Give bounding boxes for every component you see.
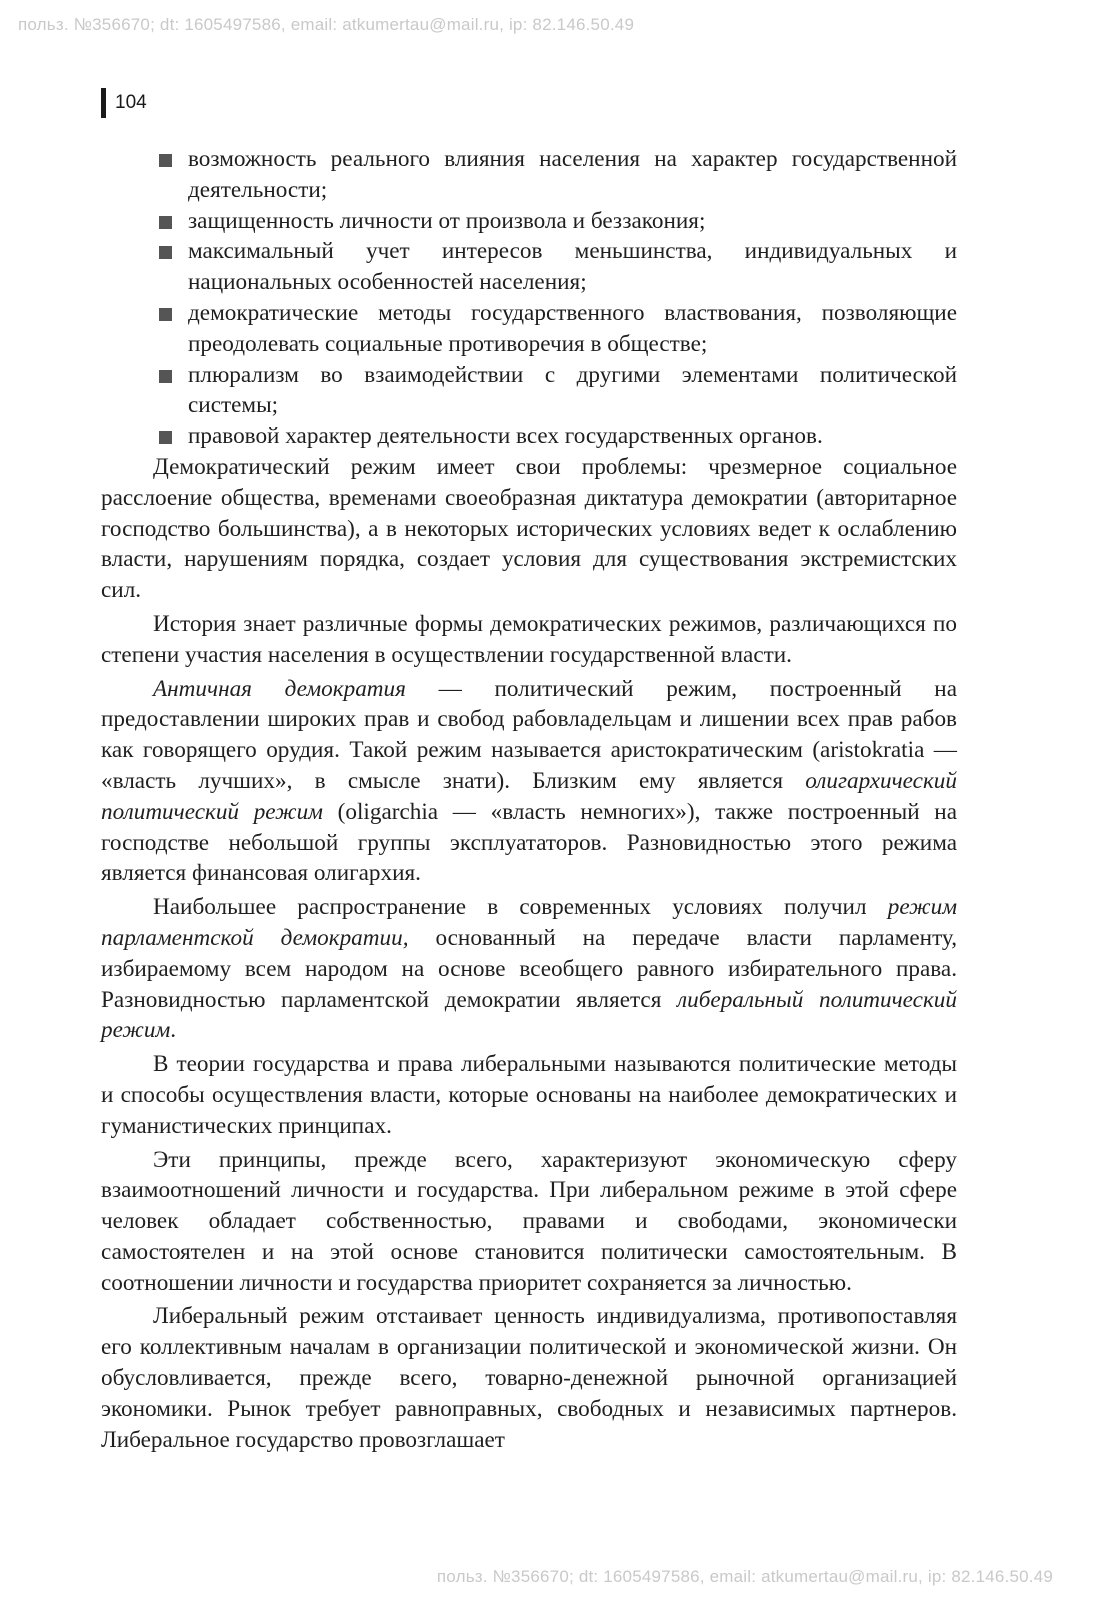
page-body bbox=[101, 144, 957, 1455]
page-number: 104 bbox=[115, 92, 147, 113]
paragraph-parliamentary-democracy bbox=[101, 892, 957, 1046]
paragraph-liberal-theory: В теории государства и права либеральными называются политические методы и способы осуществления власти, которые основаны на наиболее демократических и гуманистических принципах. bbox=[101, 1051, 957, 1139]
square-bullet-icon bbox=[159, 370, 172, 383]
list-item-text: возможность реального влияния населения на характер государственной деятельности; bbox=[188, 146, 957, 203]
square-bullet-icon bbox=[159, 246, 172, 259]
list-item bbox=[101, 144, 957, 206]
paragraph-text: основанный на передаче власти парламенту, избираемому всем народом на основе всеобщего равного избирательного права. Разновидностью парламентской демократии является bbox=[101, 924, 957, 1013]
square-bullet-icon bbox=[159, 431, 172, 444]
term-oligarchic-regime: олигархический политический режим bbox=[101, 767, 957, 825]
paragraph-liberal-principles: Эти принципы, прежде всего, характеризуют экономическую сферу взаимоотношений личности и государства. При либеральном режиме в этой сфере человек обладает собственностью, правами и свободами, экономически самостоятелен и на этой основе становится политически самостоятельным. В соотношении личности и государства приоритет сохраняется за личностью. bbox=[101, 1146, 957, 1296]
paragraph-democracy-problems: Демократический режим имеет свои проблемы: чрезмерное социальное расслоение общества, временами своеобразная диктатура демократии (авторитарное господство большинства), а в некоторых исторических условиях ведет к ослаблению власти, нарушениям порядка, создает условия для существования экстремистских сил. bbox=[101, 453, 957, 604]
list-item-text: демократические методы государственного властвования, позволяющие преодолевать социальные противоречия в обществе; bbox=[188, 299, 957, 357]
watermark-top: польз. №356670; dt: 1605497586, email: atkumertau@mail.ru, ip: 82.146.50.49 bbox=[18, 15, 635, 34]
term-ancient-democracy: Античная демократия bbox=[153, 675, 406, 702]
list-item bbox=[101, 421, 957, 452]
list-item bbox=[101, 298, 957, 360]
bullet-list bbox=[101, 144, 957, 452]
paragraph-text: — политический режим, построенный на предоставлении широких прав и свобод рабовладельцам и лишении всех прав рабов как говорящего орудия. Такой режим называется аристократическим (aristokratia — «власть лучших», в смысле знати). Близким ему является bbox=[101, 675, 957, 794]
square-bullet-icon bbox=[159, 216, 172, 229]
term-liberal-regime: либеральный политический режим bbox=[101, 986, 957, 1044]
square-bullet-icon bbox=[159, 154, 172, 167]
paragraph-liberal-individualism: Либеральный режим отстаивает ценность индивидуализма, противопоставляя его коллективным началам в организации политической и экономической жизни. Он обусловливается, прежде всего, товарно-денежной рыночной организацией экономики. Рынок требует равноправных, свободных и независимых партнеров. Либеральное государство провозглашает bbox=[101, 1303, 957, 1453]
paragraph-text: . bbox=[170, 1017, 177, 1044]
paragraph-ancient-democracy bbox=[101, 674, 957, 890]
paragraph-democracy-forms: История знает различные формы демократических режимов, различающихся по степени участия населения в осуществлении государственной власти. bbox=[101, 610, 957, 668]
list-item bbox=[101, 206, 957, 237]
list-item-text: максимальный учет интересов меньшинства, индивидуальных и национальных особенностей населения; bbox=[188, 238, 957, 296]
list-item-text: плюрализм во взаимодействии с другими элементами политической системы; bbox=[188, 361, 957, 419]
list-item bbox=[101, 236, 957, 298]
paragraph-text: (oligarchia — «власть немногих»), также построенный на господстве небольшой группы эксплуататоров. Разновидностью этого режима является финансовая олигархия. bbox=[101, 798, 957, 887]
list-item-text: правовой характер деятельности всех государственных органов. bbox=[188, 423, 823, 450]
watermark-bottom: польз. №356670; dt: 1605497586, email: atkumertau@mail.ru, ip: 82.146.50.49 bbox=[436, 1567, 1053, 1586]
header-bar bbox=[101, 88, 106, 118]
page-header bbox=[101, 88, 147, 118]
list-item-text: защищенность личности от произвола и беззакония; bbox=[188, 207, 706, 234]
paragraph-text: Наибольшее распространение в современных условиях получил bbox=[153, 894, 888, 921]
term-parliamentary-democracy: режим парламентской демократии, bbox=[101, 894, 957, 951]
list-item bbox=[101, 360, 957, 422]
square-bullet-icon bbox=[159, 308, 172, 321]
